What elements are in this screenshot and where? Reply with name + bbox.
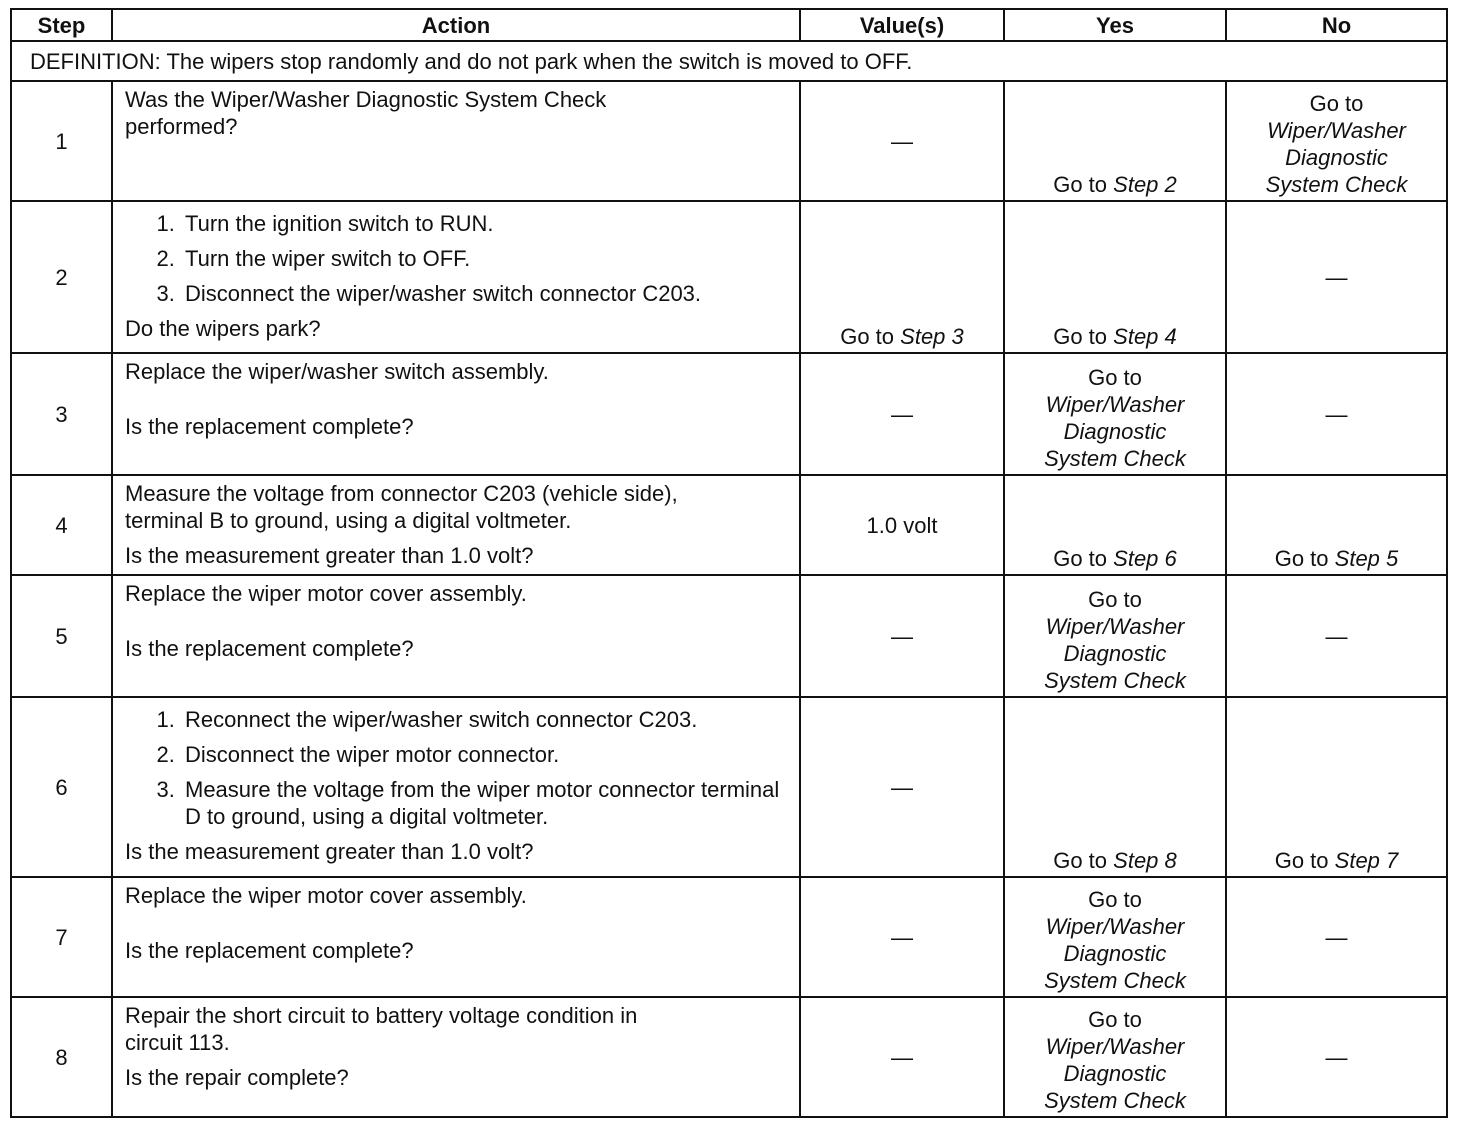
go-to-text: Go to xyxy=(1053,324,1108,349)
value-cell xyxy=(800,353,1004,475)
no-cell xyxy=(1226,353,1447,475)
go-to-text: Go to xyxy=(1088,587,1142,612)
action-text: Repair the short circuit to battery voltage condition in xyxy=(125,1003,638,1028)
dash: — xyxy=(1325,623,1348,649)
dash: — xyxy=(891,1044,913,1070)
system-check-line: Wiper/Washer xyxy=(1045,1034,1185,1059)
action-list xyxy=(125,706,789,830)
go-to-text: Go to xyxy=(1053,172,1108,197)
step-number: 4 xyxy=(11,475,112,575)
header-no: No xyxy=(1226,9,1447,41)
system-check-line: Diagnostic xyxy=(1285,145,1388,170)
step-number: 3 xyxy=(11,353,112,475)
yes-step-link[interactable]: Step 4 xyxy=(1113,324,1177,349)
yes-cell xyxy=(1004,877,1226,997)
dash: — xyxy=(1325,924,1348,950)
action-text: Replace the wiper motor cover assembly. xyxy=(125,581,527,606)
table-row xyxy=(11,353,1447,475)
dash: — xyxy=(891,128,913,154)
header-action: Action xyxy=(112,9,800,41)
yes-step-link[interactable]: Step 6 xyxy=(1113,546,1177,571)
system-check-line: Wiper/Washer xyxy=(1045,614,1185,639)
dash: — xyxy=(891,623,913,649)
question-text: Is the replacement complete? xyxy=(125,938,414,963)
system-check-line: System Check xyxy=(1044,968,1186,993)
go-to-text: Go to xyxy=(1088,887,1142,912)
dash: — xyxy=(1325,1044,1348,1070)
step-number: 7 xyxy=(11,877,112,997)
value-cell xyxy=(800,201,1004,353)
go-to-text: Go to xyxy=(1088,1007,1142,1032)
list-item: 1. Reconnect the wiper/washer switch connector C203. xyxy=(181,706,789,733)
system-check-line: System Check xyxy=(1044,1088,1186,1113)
yes-cell xyxy=(1004,997,1226,1117)
no-cell xyxy=(1226,997,1447,1117)
go-to-text: Go to xyxy=(1274,546,1329,571)
go-to-text: Go to xyxy=(840,324,895,349)
action-list xyxy=(125,210,789,307)
no-cell xyxy=(1226,81,1447,201)
question-text: Is the measurement greater than 1.0 volt? xyxy=(125,543,534,568)
table-row xyxy=(11,81,1447,201)
no-step-link[interactable]: Step 5 xyxy=(1334,546,1399,571)
header-step: Step xyxy=(11,9,112,41)
go-to-text: Go to xyxy=(1274,848,1329,873)
no-cell xyxy=(1226,877,1447,997)
question-text: Is the repair complete? xyxy=(125,1065,349,1090)
value-cell xyxy=(800,997,1004,1117)
system-check-line: Wiper/Washer xyxy=(1045,914,1185,939)
system-check-line: Diagnostic xyxy=(1063,641,1167,666)
dash: — xyxy=(891,774,913,800)
system-check-link[interactable] xyxy=(1005,613,1225,694)
yes-step-link[interactable]: Step 8 xyxy=(1113,848,1177,873)
system-check-link[interactable] xyxy=(1005,913,1225,994)
value-cell xyxy=(800,475,1004,575)
yes-cell xyxy=(1004,81,1226,201)
system-check-line: Diagnostic xyxy=(1063,941,1167,966)
list-item: 1. Turn the ignition switch to RUN. xyxy=(181,210,789,237)
value-step-link[interactable]: Step 3 xyxy=(900,324,964,349)
dash: — xyxy=(891,401,913,427)
action-cell xyxy=(112,353,800,475)
value-cell xyxy=(800,575,1004,697)
no-cell xyxy=(1226,575,1447,697)
step-number: 8 xyxy=(11,997,112,1117)
action-text: Replace the wiper motor cover assembly. xyxy=(125,883,527,908)
no-cell xyxy=(1226,475,1447,575)
list-item: 2. Turn the wiper switch to OFF. xyxy=(181,245,789,272)
go-to-text: Go to xyxy=(1088,365,1142,390)
no-cell xyxy=(1226,697,1447,877)
yes-cell xyxy=(1004,201,1226,353)
no-step-link[interactable]: Step 7 xyxy=(1334,848,1399,873)
system-check-line: Diagnostic xyxy=(1063,1061,1167,1086)
table-row xyxy=(11,475,1447,575)
table-row xyxy=(11,201,1447,353)
action-text: terminal B to ground, using a digital voltmeter. xyxy=(125,508,572,533)
action-text: circuit 113. xyxy=(125,1030,230,1055)
list-item: 3. Disconnect the wiper/washer switch connector C203. xyxy=(181,280,789,307)
dash: — xyxy=(891,924,913,950)
system-check-line: Wiper/Washer xyxy=(1267,118,1406,143)
yes-cell xyxy=(1004,575,1226,697)
list-item: 3. Measure the voltage from the wiper motor connector terminal D to ground, using a digital voltmeter. xyxy=(181,776,789,830)
value-cell xyxy=(800,877,1004,997)
system-check-line: System Check xyxy=(1044,668,1186,693)
yes-cell xyxy=(1004,353,1226,475)
question-text: Is the measurement greater than 1.0 volt? xyxy=(125,839,534,864)
table-row xyxy=(11,997,1447,1117)
definition-row xyxy=(11,41,1447,81)
diagnostic-table xyxy=(10,8,1448,1118)
action-cell xyxy=(112,201,800,353)
header-row xyxy=(11,9,1447,41)
table-row xyxy=(11,877,1447,997)
yes-cell xyxy=(1004,697,1226,877)
dash: — xyxy=(1325,264,1348,290)
go-to-text: Go to xyxy=(1309,91,1364,116)
value-cell xyxy=(800,697,1004,877)
action-cell xyxy=(112,997,800,1117)
system-check-line: Diagnostic xyxy=(1063,419,1167,444)
step-number: 5 xyxy=(11,575,112,697)
table-row xyxy=(11,575,1447,697)
question-text: Is the replacement complete? xyxy=(125,414,414,439)
yes-step-link[interactable]: Step 2 xyxy=(1113,172,1177,197)
action-cell xyxy=(112,575,800,697)
question-text: Do the wipers park? xyxy=(125,316,321,341)
table-row xyxy=(11,697,1447,877)
system-check-line: System Check xyxy=(1044,446,1186,471)
dash: — xyxy=(1325,401,1348,427)
system-check-link[interactable] xyxy=(1005,391,1225,472)
system-check-link[interactable] xyxy=(1227,117,1446,198)
header-values: Value(s) xyxy=(800,9,1004,41)
value-text: 1.0 volt xyxy=(866,512,938,538)
action-text: Replace the wiper/washer switch assembly. xyxy=(125,359,549,384)
action-cell xyxy=(112,81,800,201)
system-check-line: System Check xyxy=(1265,172,1408,197)
action-text: performed? xyxy=(125,114,238,139)
action-text: Was the Wiper/Washer Diagnostic System Check xyxy=(125,87,607,112)
definition-text: DEFINITION: The wipers stop randomly and do not park when the switch is moved to OFF. xyxy=(11,41,1447,81)
action-cell xyxy=(112,697,800,877)
system-check-line: Wiper/Washer xyxy=(1045,392,1185,417)
go-to-text: Go to xyxy=(1053,546,1108,571)
step-number: 2 xyxy=(11,201,112,353)
yes-cell xyxy=(1004,475,1226,575)
action-text: Measure the voltage from connector C203 (vehicle side), xyxy=(125,481,678,506)
no-cell xyxy=(1226,201,1447,353)
step-number: 1 xyxy=(11,81,112,201)
value-cell xyxy=(800,81,1004,201)
question-text: Is the replacement complete? xyxy=(125,636,414,661)
list-item: 2. Disconnect the wiper motor connector. xyxy=(181,741,789,768)
step-number: 6 xyxy=(11,697,112,877)
action-cell xyxy=(112,475,800,575)
header-yes: Yes xyxy=(1004,9,1226,41)
go-to-text: Go to xyxy=(1053,848,1108,873)
system-check-link[interactable] xyxy=(1005,1033,1225,1114)
action-cell xyxy=(112,877,800,997)
